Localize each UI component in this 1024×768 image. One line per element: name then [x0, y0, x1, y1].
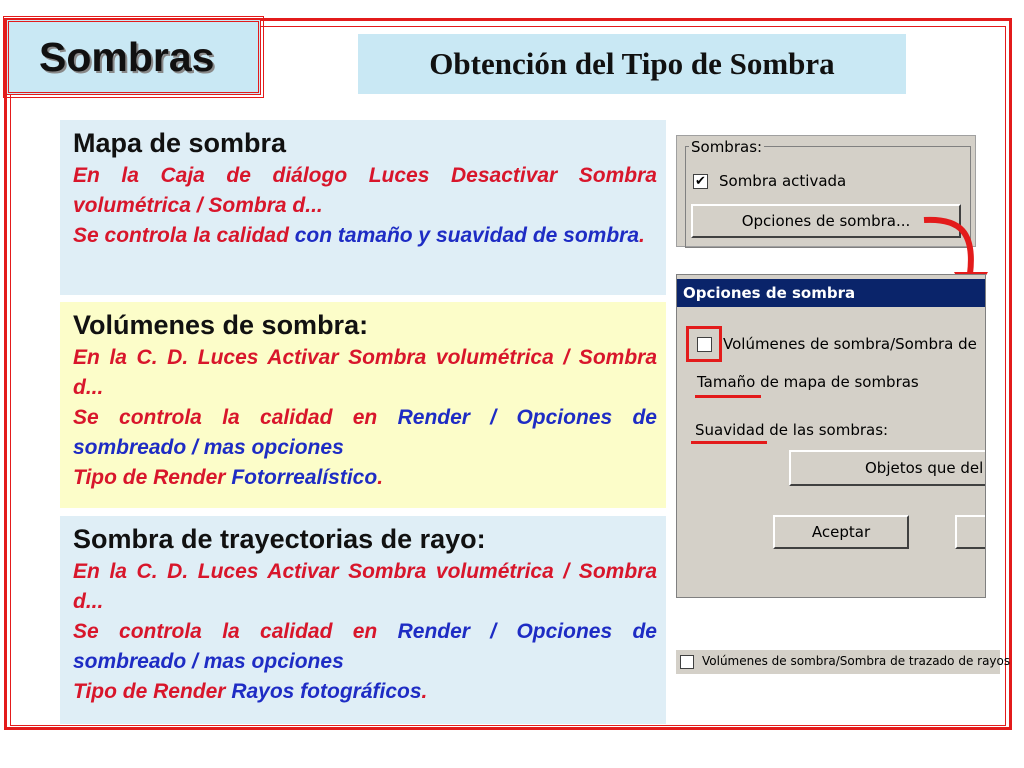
page-title: Sombras [39, 34, 215, 80]
section-text: Se controla la calidad en Render / Opciones de sombreado / mas opciones [73, 620, 657, 673]
section-heading: Volúmenes de sombra: [73, 310, 369, 340]
objects-button[interactable]: Objetos que del [789, 450, 986, 486]
section-text: En la C. D. Luces Activar Sombra volumétrica / Sombra d... [73, 346, 657, 399]
underline-marker [695, 395, 761, 398]
section-text: Se controla la calidad en Render / Opciones de sombreado / mas opciones [73, 406, 657, 459]
subtitle-box [358, 34, 906, 94]
raytrace-checkbox-strip [676, 650, 1011, 674]
shadow-options-dialog [676, 274, 986, 598]
section-heading: Sombra de trayectorias de rayo: [73, 524, 486, 554]
section-text: Tipo de Render Rayos fotográficos. [73, 680, 428, 703]
cancel-button[interactable] [955, 515, 986, 549]
raytrace-shadows-checkbox[interactable] [680, 655, 694, 669]
shadow-map-size-label: Tamaño de mapa de sombras [697, 373, 919, 391]
section-shadow-volumes [60, 302, 666, 508]
section-text: Tipo de Render Fotorrealístico. [73, 466, 384, 489]
shadow-options-button[interactable]: Opciones de sombra... [691, 204, 961, 238]
section-text: En la C. D. Luces Activar Sombra volumétrica / Sombra d... [73, 560, 657, 613]
shadows-group-label: Sombras: [691, 138, 763, 156]
shadow-softness-label: Suavidad de las sombras: [695, 421, 889, 439]
section-heading: Mapa de sombra [73, 128, 287, 158]
raytrace-shadows-label: Volúmenes de sombra/Sombra de trazado de rayos [702, 654, 1011, 668]
section-text: Se controla la calidad con tamaño y suavidad de sombra. [73, 224, 645, 247]
title-box [6, 19, 261, 95]
dialog-title-bar: Opciones de sombra [677, 279, 985, 307]
highlight-box [686, 326, 722, 362]
page-subtitle: Obtención del Tipo de Sombra [429, 46, 835, 81]
shadow-enabled-checkbox[interactable]: ✔ [693, 174, 708, 189]
section-raytrace-shadow [60, 516, 666, 724]
section-text: En la Caja de diálogo Luces Desactivar Sombra volumétrica / Sombra d... [73, 164, 657, 217]
underline-marker [691, 441, 767, 444]
shadow-enabled-label: Sombra activada [719, 172, 847, 190]
accept-button[interactable]: Aceptar [773, 515, 909, 549]
section-shadow-map [60, 120, 666, 295]
shadow-volumes-label: Volúmenes de sombra/Sombra de [723, 335, 977, 353]
